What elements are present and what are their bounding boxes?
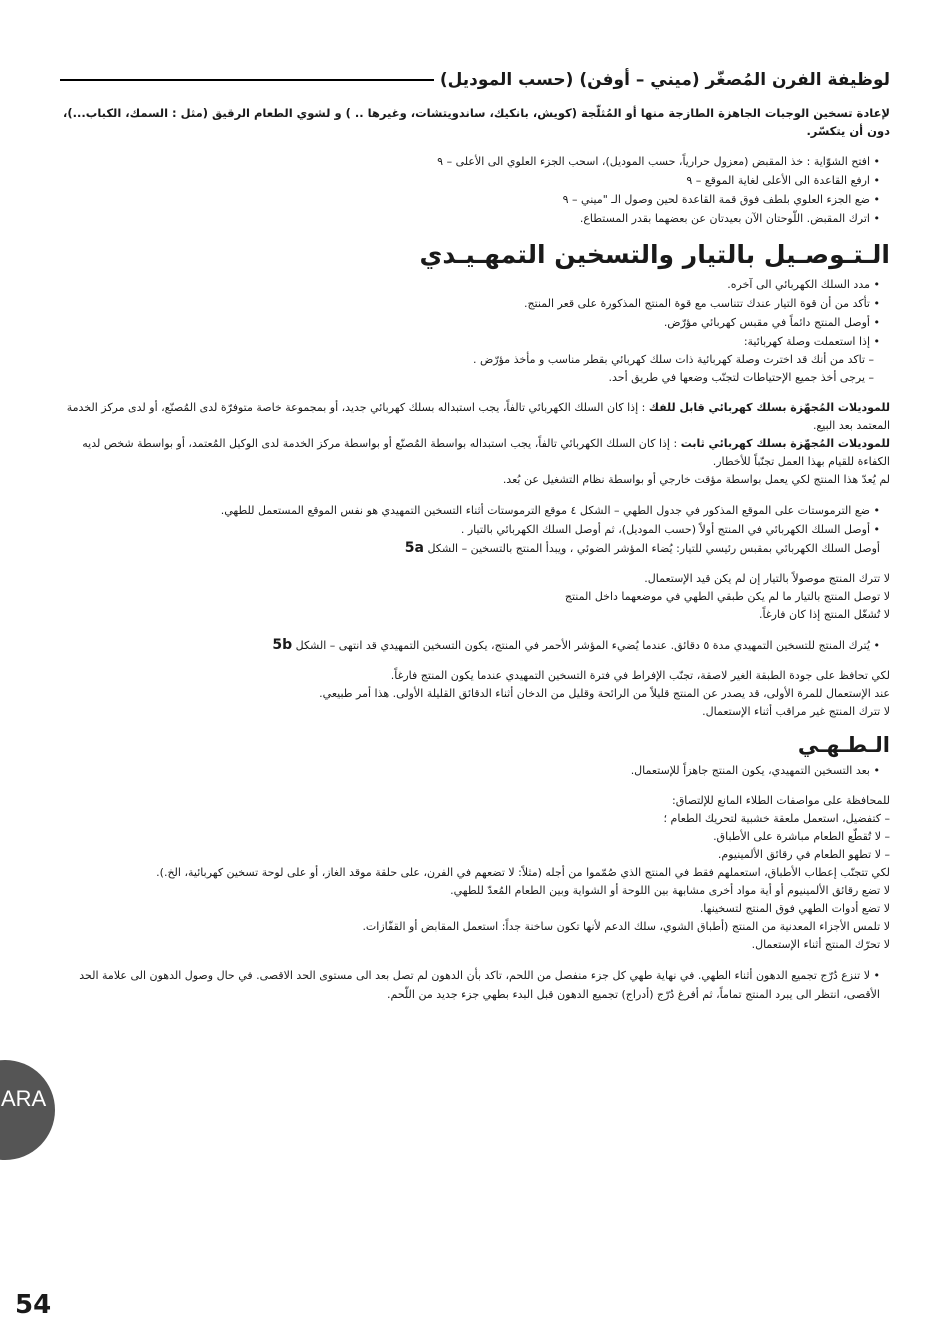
- list-item: • بعد التسخين التمهيدي، يكون المنتج جاهزاً للإستعمال.: [60, 761, 880, 780]
- language-tab-label: ARA: [1, 1086, 47, 1111]
- intro-paragraph: لإعادة تسخين الوجبات الجاهزة الطازجة منها أو المُثلّجة (كويش، بانكيك، ساندويتشات، وغيرها .. ) و لشوي الطعام الرقيق (مثل : السمك، الكباب...)، دون أن يتكسّر.: [63, 106, 890, 138]
- detachable-cord-label: للموديلات المُجهّزة بسلك كهربائي قابل للفك: [648, 401, 890, 414]
- mini-oven-steps: [60, 152, 890, 228]
- plug-in-instruction: أوصل السلك الكهربائي بمقبس رئيسي للتيار: يُضاء المؤشر الضوئي ، ويبدأ المنتج بالتسخين – الشكل 5a: [404, 540, 880, 556]
- header-rule: [60, 79, 434, 81]
- coating-item: – لا تُقطّع الطعام مباشرة على الأطباق.: [713, 830, 890, 843]
- cooking-note: لا تلمس الأجزاء المعدنية من المنتج (أطباق الشوي، سلك الدعم لأنها تكون ساخنة جداً: استعمل المقابض أو القفّازات.: [362, 920, 890, 933]
- list-item: • ضع الجزء العلوي بلطف فوق قمة القاعدة لحين وصول الـ "ميني – ٩: [60, 190, 880, 209]
- coating-item: – لا تطهو الطعام في رقائق الألمينيوم.: [717, 848, 890, 861]
- warning-line: لكي تحافظ على جودة الطبقة الغير لاصقة، تجنّب الإفراط في فترة التسخين التمهيدي عندما يكون المنتج فارغاً.: [390, 669, 890, 682]
- section-title-cooking: الـطـهـي: [797, 733, 890, 757]
- list-item: • إذا استعملت وصلة كهربائية:: [60, 332, 880, 351]
- coating-item: – كتفضيل، استعمل ملعقة خشبية لتحريك الطعام ؛: [663, 812, 890, 825]
- timer-note: لم يُعدّ هذا المنتج لكي يعمل بواسطة مؤقت خارجي أو بواسطة نظام التشغيل عن بُعد.: [502, 473, 890, 486]
- section-title-connect: الـتـوصـيل بالتيار والتسخين التمهـيـدي: [419, 240, 890, 269]
- detachable-cord-paragraph: للموديلات المُجهّزة بسلك كهربائي قابل للفك : إذا كان السلك الكهربائي تالفاً، يجب استبداله بسلك كهربائي جديد، أو بمجموعة خاصة متوفرّة لدى المُصنّع، أو لدى مركز الخدمة المعتمد بعد البيع.: [66, 401, 890, 432]
- warning-line: لا تُشغّل المنتج إذا كان فارغاً.: [759, 608, 890, 621]
- grease-tray-bullet: [60, 966, 890, 1004]
- cooking-note: لا تضع أدوات الطهي فوق المنتج لتسخينها.: [699, 902, 890, 915]
- list-item: • افتح الشوّاية : خذ المقبض (معزول حرارياً، حسب الموديل)، اسحب الجزء العلوي الى الأعلى – ٩: [60, 152, 880, 171]
- list-item: • لا تنزع دُرّج تجميع الدهون أثناء الطهي. في نهاية طهي كل جزء منفصل من اللحم، تاكد بأن الدهون لم تصل بعد الى مستوى الحد الاقصى. في حال وصول الدهون الى علامة الحد الأقصى، انتظر الى يبرد المنتج تماماً، ثم أفرغ دُرّج (أدراج) تجميع الدهون قبل البدء بطهي جزء جديد من اللّحم.: [60, 966, 880, 1004]
- manual-page: [60, 60, 890, 1004]
- section-header-mini-oven: [60, 70, 890, 90]
- warning-line: لا توصل المنتج بالتيار ما لم يكن طبقي الطهي في موضعهما داخل المنتج: [564, 590, 890, 603]
- cooking-bullet: [60, 761, 890, 780]
- fixed-cord-label: للموديلات المُجهّزة بسلك كهربائي ثابت: [680, 437, 890, 450]
- coating-intro: للمحافظة على مواصفات الطلاء المانع للإلتصاق:: [671, 794, 890, 807]
- cooking-note: لا تحرّك المنتج أثناء الإستعمال.: [751, 938, 890, 951]
- preheat-bullets: [60, 501, 890, 539]
- list-item: • يُترك المنتج للتسخين التمهيدي مدة ٥ دقائق. عندما يُضيء المؤشر الأحمر في المنتج، يكون التسخين التمهيدي قد انتهى – الشكل 5b: [60, 636, 880, 655]
- list-item: • تأكد من أن قوة التيار عندك تتناسب مع قوة المنتج المذكورة على قعر المنتج.: [60, 294, 880, 313]
- language-tab: [0, 1060, 55, 1160]
- list-item: • أوصل المنتج دائماً في مقبس كهربائي مؤرّض.: [60, 313, 880, 332]
- list-item: • ضع الترموستات على الموقع المذكور في جدول الطهي – الشكل ٤ موقع الترموستات أثناء التسخين التمهيدي هو نفس الموقع المستعمل للطهي.: [60, 501, 880, 520]
- section-title-mini-oven: لوظيفة الفرن المُصغّر (ميني – أوفن) (حسب الموديل): [439, 70, 890, 90]
- warning-line: لا تترك المنتج موصولاً بالتيار إن لم يكن قيد الإستعمال.: [644, 572, 890, 585]
- list-item: • اترك المقبض. اللّوحتان الآن بعيدتان عن بعضهما بقدر المستطاع.: [60, 209, 880, 228]
- list-item: • مدد السلك الكهربائي الى آخره.: [60, 275, 880, 294]
- cooking-note: لا تضع رقائق الألمينيوم أو أية مواد أخرى مشابهة بين اللوحة أو الشواية وبين الطعام المُعدّ للطهي.: [450, 884, 890, 897]
- warning-line: لا تترك المنتج غير مراقب أثناء الإستعمال.: [702, 705, 890, 718]
- cooking-note: لكي تتجنّب إعطاب الأطباق، استعملهم فقط في المنتج الذي صُمّموا من أجله (مثلاً: لا تضعهم في الفرن، على حلقة موقد الغاز، أو على لوحة تسخين كهربائية، الخ.).: [156, 866, 890, 879]
- extension-note: – يرجى أخذ جميع الإحتياطات لتجنّب وضعها في طريق أحد.: [608, 371, 874, 384]
- warning-line: عند الإستعمال للمرة الأولى، قد يصدر عن المنتج قليلاً من الرائحة وقليل من الدخان أثناء الدقائق القليلة الأولى. هذا أمر طبيعي.: [319, 687, 890, 700]
- figure-ref-5b: 5b: [272, 637, 293, 653]
- preheat-time-bullet: [60, 636, 890, 655]
- list-item: • ارفع القاعدة الى الأعلى لغاية الموقع – ٩: [60, 171, 880, 190]
- extension-note: – تاكد من أنك قد اخترت وصلة كهربائية ذات سلك كهربائي بقطر مناسب و مأخذ مؤرّض .: [473, 353, 874, 366]
- connect-bullets: [60, 275, 890, 351]
- fixed-cord-paragraph: للموديلات المُجهّزة بسلك كهربائي ثابت : إذا كان السلك الكهربائي تالفاً، يجب استبداله بواسطة المُصنّع أو بواسطة مركز الخدمة لدى الوكيل المُعتمد، أو بواسطة شخص لديه الكفاءة للقيام بهذا العمل تجنّباً للأخطار.: [82, 437, 890, 468]
- page-number: 54: [15, 1290, 52, 1320]
- figure-ref-5a: 5a: [404, 540, 424, 556]
- list-item: • أوصل السلك الكهربائي في المنتج أولاً (حسب الموديل)، ثم أوصل السلك الكهربائي بالتيار .: [60, 520, 880, 539]
